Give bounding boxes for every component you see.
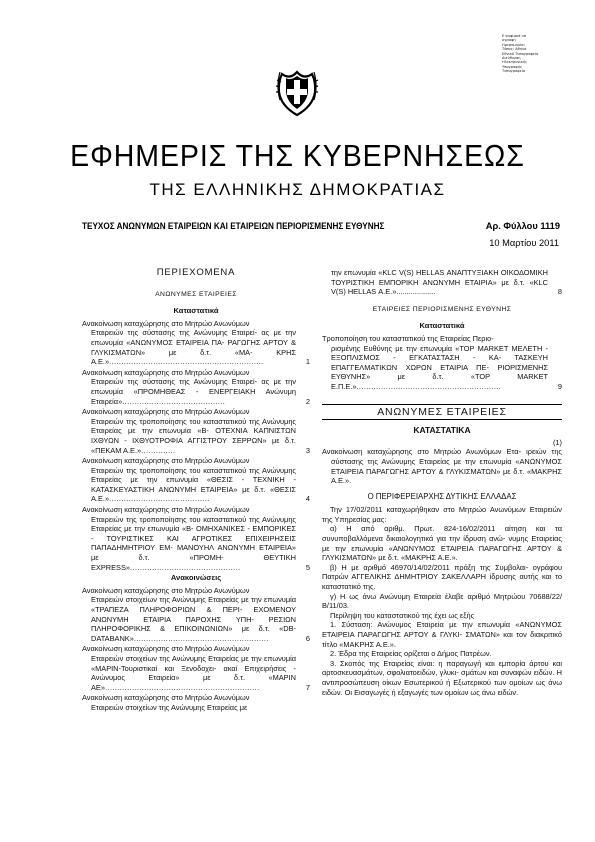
toc-subheading-statutes-epe: Καταστατικά (419, 321, 465, 331)
toc-leader-dots: .............. (141, 445, 176, 455)
notice-number: (1) (552, 437, 562, 447)
toc-entry-text: την επωνυμία «KLC V(S) HELLAS ΑΝΑΠΤΥΞΙΑΚΗ ΟΙΚΟΔΟΜΙΚΗ ΤΟΥΡΙΣΤΙΚΗ ΕΜΠΟΡΙΚΗ ΑΝΩΝΥΜΗ ΕΤΑΙΡΙΑ» με δ.τ. «KLC V(S) HELLAS Α.Ε.» (331, 268, 548, 297)
body-paragraph: β) Η με αριθμό 46970/14/02/2011 πράξη της Συμβολαι- ογράφου Πατρών ΑΓΓΕΛΙΚΗΣ ΔΗΜΗΤΡΙΟΥ ΣΑΚΕΛΛΑΡΗ ίδρυσης αυτής και το καταστατικό της. (322, 562, 562, 592)
stamp-line: Τυπογραφείο (502, 69, 526, 74)
section-title: ΑΝΩΝΥΜΕΣ ΕΤΑΙΡΕΙΕΣ (322, 404, 562, 421)
stamp-line: Ε ψηφιακά υπ (502, 34, 526, 38)
stamp-line: Υπογραφής (502, 64, 523, 69)
digital-signature-stamp (502, 34, 562, 74)
toc-page-number: 2 (305, 396, 310, 406)
toc-entry-first-line: Τροποποίηση του καταστατικού της Εταιρείας Περιο- (322, 333, 494, 343)
content-column (322, 268, 562, 697)
greek-coat-of-arms-icon (272, 62, 322, 118)
toc-entry-text: ρισμένης Ευθύνης με την επωνυμία «TOP MARKET ΜΕΛΕΤΗ - ΕΞΟΠΛΙΣΜΟΣ - ΕΓΚΑΤΑΣΤΑΣΗ - ΚΑ- ΤΑΣΚΕΥΗ ΕΠΑΓΓΕΛΜΑΤΙΚΩΝ ΧΩΡΩΝ ΕΤΑΙΡΙΑ ΠΕ- ΡΙΟΡΙΣΜΕΝΗΣ ΕΥΘΥΝΗΣ» με δ.τ. «TOP MARKET Ε.Π.Ε.» (331, 343, 548, 391)
toc-entry[interactable] (322, 334, 562, 392)
toc-leader-dots: .......................................... (122, 396, 226, 406)
toc-heading-epe: ΕΤΑΙΡΕΙΕΣ ΠΕΡΙΟΡΙΣΜΕΝΗΣ ΕΥΘΥΝΗΣ (372, 305, 512, 313)
toc-leader-dots: ........................................................... (356, 381, 502, 391)
toc-page-number: 6 (305, 633, 310, 643)
toc-entry-first-line: Ανακοίνωση καταχώρησης στο Μητρώο Ανωνύμων (82, 456, 250, 466)
toc-entry[interactable] (82, 368, 310, 406)
toc-page-number: 5 (305, 562, 310, 572)
stamp-line: Ηλεκτρονικής (502, 60, 528, 65)
toc-subheading-notices: Ανακοινώσεις (170, 573, 222, 583)
stamp-line: Εθνικό Τυπογραφείο (502, 51, 539, 56)
toc-entry-continued[interactable] (322, 268, 562, 297)
toc-entry-first-line: Ανακοίνωση καταχώρησης στο Μητρώο Ανωνύμων (82, 585, 250, 595)
body-paragraph: Την 17/02/2011 καταχωρήθηκαν στο Μητρώο Ανωνύμων Εταιρειών της Υπηρεσίας μας: (322, 505, 562, 524)
toc-entry-first-line: Ανακοίνωση καταχώρησης στο Μητρώο Ανωνύμων (82, 318, 250, 328)
toc-entry[interactable] (82, 505, 310, 572)
toc-entry-first-line: Ανακοίνωση καταχώρησης στο Μητρώο Ανωνύμων (82, 505, 250, 515)
toc-title: ΠΕΡΙΕΧΟΜΕΝΑ (156, 267, 236, 278)
toc-entry[interactable] (82, 456, 310, 504)
toc-entry-text: Εταιρειών στοιχείων της Ανώνυμης Εταιρείας με (91, 702, 248, 712)
toc-leader-dots: ............................................................... (109, 357, 264, 367)
issue-date: 10 Μαρτίου 2011 (489, 238, 559, 248)
body-paragraph: 2. Έδρα της Εταιρείας ορίζεται ο Δήμος Πατρέων. (330, 649, 492, 659)
body-paragraph: γ) Η ως άνω Ανώνυμη Εταιρεία έλαβε αριθμό Μητρώου 70688/22/Β/11/03. (322, 591, 562, 611)
toc-entry-first-line: Ανακοίνωση καταχώρησης στο Μητρώο Ανωνύμων (82, 644, 250, 654)
toc-entry[interactable] (82, 693, 310, 712)
toc-page-number: 7 (305, 682, 310, 692)
toc-subheading-statutes: Καταστατικά (173, 306, 219, 316)
stamp-line: ογραφή (502, 38, 516, 43)
toc-leader-dots: ......................................... (109, 494, 210, 504)
toc-leader-dots: ............................................. (130, 562, 241, 572)
toc-entry-first-line: Ανακοίνωση καταχώρησης στο Μητρώο Ανωνύμων (82, 407, 250, 417)
toc-entry-text: Εταιρειών της σύστασης της Ανώνυμης Εταιρεί- ας με την επωνυμία «ΠΡΟΜΗΘΕΑΣ - ΕΝΕΡΓΕΙΑΚΗ Ανώνυμη Εταιρεία» (91, 377, 296, 406)
toc-entry-text: Εταιρειών της τροποποίησης του καταστατικού της Ανώνυμης Εταιρείας με την επωνυμία «ΘΕΣΙΣ - ΤΕΧΝΙΚΗ - ΚΑΤΑΣΚΕΥΑΣΤΙΚΗ ΑΝΩΝΥΜΗ ΕΤΑΙΡΕΙΑ» με δ.τ. «ΘΕΣΙΣ Α.Ε.» (91, 465, 296, 504)
toc-entry-text: Εταιρειών στοιχείων της Ανώνυμης Εταιρείας με την επωνυμία «ΤΡΑΠΕΖΑ ΠΛΗΡΟΦΟΡΙΩΝ & ΠΕΡΙ- ΕΧΟΜΕΝΟΥ ΑΝΩΝΥΜΗ ΕΤΑΙΡΙΑ ΠΑΡΟΧΗΣ ΥΠΗ- ΡΕΣΙΩΝ ΠΛΗΡΟΦΟΡΙΚΗΣ & ΕΠΙΚΟΙΝΩΝΙΩΝ» με δ.τ. «DB-DATABANK» (91, 595, 296, 643)
toc-page-number: 4 (305, 494, 310, 504)
body-paragraph: 1. Σύσταση: Ανώνυμος Εταιρεία με την επωνυμία «ΑΝΩΝΥΜΟΣ ΕΤΑΙΡΕΙΑ ΠΑΡΑΓΩΓΗΣ ΑΡΤΟΥ & ΓΛΥΚΙ- ΣΜΑΤΩΝ» και τον διακριτικό τίτλο «ΜΑΚΡΗΣ Α.Ε.». (322, 620, 562, 649)
body-paragraph: Περίληψη του καταστατικού της έχει ως εξής (330, 610, 475, 620)
toc-entry-first-line: Ανακοίνωση καταχώρησης στο Μητρώο Ανωνύμων (82, 693, 250, 703)
toc-entry-text: Εταιρειών στοιχείων της Ανώνυμης Εταιρείας με την επωνυμία «ΜΑΡΙΝ-Τουριστικαί και Ξενοδοχει- ακαί Επιχειρήσεις - Ανώνυμος Εταιρεία» με δ.τ. «ΜΑΡΙΝ ΑΕ» (91, 653, 296, 692)
stamp-line: Ημερομηνία: (502, 42, 525, 47)
toc-leader-dots: ................... (396, 287, 436, 297)
toc-entry-text: Εταιρειών της τροποποίησης του καταστατικού της Ανώνυμης Εταιρείας με την επωνυμία «Β- ΟΜΗΧΑΝΙΚΕΣ - ΕΜΠΟΡΙΚΕΣ - ΤΟΥΡΙΣΤΙΚΕΣ ΚΑΙ ΑΓΡΟΤΙΚΕΣ ΕΠΙΧΕΙΡΗΣΕΙΣ ΠΑΠΑΔΗΜΗΤΡΙΟΥ ΕΜ- ΜΑΝΟΥΗΛ ΑΝΩΝΥΜΗ ΕΤΑΙΡΕΙΑ» με δ.τ. «ΠΡΟΜΗ- ΘΕΥΤΙΚΗ EXPRESS» (91, 514, 296, 572)
stamp-line: Τόπος: Αθήνα (502, 47, 527, 52)
body-paragraph: 3. Σκοπός της Εταιρείας είναι: η παραγωγή και εμπορία άρτου και αρτοσκευασμάτων, σφολιατοειδών, γλυκι- σμάτων και συναφών ειδών. Η αντιπροσώπευση οίκων Εσωτερικού ή Εξωτερικού των ομοίων ως άνω ειδών. Οι Εισαγωγές ή εξαγωγές των ομοίων ως άνω ειδών. (322, 658, 562, 697)
toc-entry[interactable] (82, 407, 310, 455)
gazette-subtitle: ΤΗΣ ΕΛΛΗΝΙΚΗΣ ΔΗΜΟΚΡΑΤΙΑΣ (149, 180, 446, 199)
body-paragraph: α) Η από αριθμ. Πρωτ. 824-16/02/2011 αίτηση και τα συνυποβαλλόμενα δικαιολογητικά για την ίδρυση ανώ- νυμης Εταιρείας με την επωνυμία «ΑΝΩΝΥΜΟΣ ΕΤΑΙΡΕΙΑ ΠΑΡΑΓΩΓΗΣ ΑΡΤΟΥ & ΓΛΥΚΙΣΜΑΤΩΝ» με δ.τ. «ΜΑΚΡΗΣ Α.Ε.». (322, 524, 562, 563)
toc-entry-text: Εταιρειών της τροποποίησης του καταστατικού της Ανώνυμης Εταιρείας με την επωνυμία «Β- ΟΤΕΧΝΙΑ ΚΑΠΝΙΣΤΩΝ ΙΧΘΥΩΝ - ΙΧΘΥΟΤΡΟΦΙΑ ΑΓΓΙΣΤΡΟΥ ΣΕΡΡΩΝ» με δ.τ. «ΠΕΚΑΜ Α.Ε.» (91, 416, 296, 455)
notice-title: Ανακοίνωση καταχώρησης στο Μητρώο Ανωνύμων Ετα- ιρειών της σύστασης της Ανώνυμης Εταιρείας με την επωνυμία «ΑΝΩΝΥΜΟΣ ΕΤΑΙΡΕΙΑ ΠΑΡΑΓΩΓΗΣ ΑΡΤΟΥ & ΓΛΥΚΙΣΜΑΤΩΝ» με δ.τ. «ΜΑΚΡΗΣ Α.Ε.». (322, 447, 562, 486)
sheet-number: Αρ. Φύλλου 1119 (485, 221, 560, 231)
toc-page-number: 9 (557, 381, 562, 391)
toc-entry-first-line: Ανακοίνωση καταχώρησης στο Μητρώο Ανωνύμων (82, 367, 250, 377)
toc-page-number: 1 (305, 357, 310, 367)
toc-entry[interactable] (82, 319, 310, 367)
issue-type: ΤΕΥΧΟΣ ΑΝΩΝΥΜΩΝ ΕΤΑΙΡΕΙΩΝ ΚΑΙ ΕΤΑΙΡΕΙΩΝ ΠΕΡΙΟΡΙΣΜΕΝΗΣ ΕΥΘΥΝΗΣ (82, 221, 385, 231)
toc-leader-dots: ............................................................... (104, 682, 260, 692)
gazette-title: ΕΦΗΜΕΡΙΣ ΤΗΣ ΚΥΒΕΡΝΗΣΕΩΣ (70, 138, 525, 173)
toc-entry[interactable] (82, 586, 310, 644)
toc-entry-text: Εταιρειών της σύστασης της Ανώνυμης Εταιρεί- ας με την επωνυμία «ΑΝΩΝΥΜΟΣ ΕΤΑΙΡΕΙΑ ΠΑ- ΡΑΓΩΓΗΣ ΑΡΤΟΥ & ΓΛΥΚΙΣΜΑΤΩΝ» με δ.τ. «ΜΑ- ΚΡΗΣ Α.Ε.» (91, 328, 296, 367)
region-authority: Ο ΠΕΡΙΦΕΡΕΙΑΡΧΗΣ ΔΥΤΙΚΗΣ ΕΛΛΑΔΑΣ (367, 491, 517, 501)
toc-page-number: 8 (557, 287, 562, 297)
toc-entry[interactable] (82, 644, 310, 692)
toc-page-number: 3 (305, 445, 310, 455)
stamp-line: Διεύθυνση (502, 56, 521, 61)
toc-column (82, 268, 310, 714)
section-subtitle: ΚΑΤΑΣΤΑΤΙΚΑ (413, 425, 471, 436)
toc-heading-ae: ΑΝΩΝΥΜΕΣ ΕΤΑΙΡΕΙΕΣ (155, 290, 237, 298)
toc-leader-dots: ....................................................... (133, 633, 269, 643)
